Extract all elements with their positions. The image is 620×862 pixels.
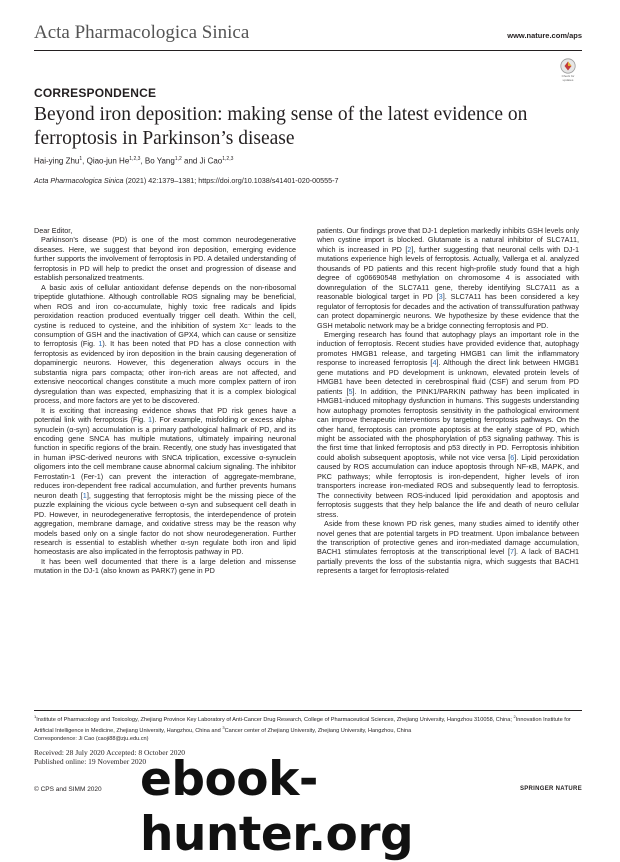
paragraph-text: It is exciting that increasing evidence shows that PD risk genes have a potential link with ferroptosis (Fig.	[34, 405, 296, 425]
copyright-notice: © CPS and SIMM 2020	[34, 786, 102, 793]
author-name: Ji Cao	[199, 156, 223, 166]
body-paragraph	[34, 235, 296, 282]
author-affiliation-number: 1,2	[174, 156, 182, 162]
body-paragraph	[34, 557, 296, 576]
crossmark-label: Check for updates	[561, 74, 575, 82]
author-name: Hai-ying Zhu	[34, 156, 80, 166]
body-paragraph	[317, 519, 579, 576]
reference-link[interactable]: 5	[348, 386, 353, 396]
paragraph-text: ). It has been noted that PD has a close connection with ferroptosis as evidenced by iron deposition in the brain causing degeneration of dopaminergic neurons. However, this degeneration always occurs in the substantia nigra pars compacta; other iron-rich areas are not affected, and extensive neocortical changes constitute a much more complex pattern of iron dysregulation than was expected, emphasizing that it is a complex biological process, and more factors are yet to be discovered.	[34, 339, 296, 406]
paragraph-text: Emerging research has found that autophagy plays an important role in the induction of ferroptosis. Recent studies have provided evidence that, autophagy promotes HMGB1 release, and targeting HMGB1 can limit the inflammatory response to increased ferroptosis [	[317, 329, 579, 368]
body-paragraph	[317, 330, 579, 519]
check-for-updates-badge[interactable]	[556, 58, 580, 86]
paragraph-text: patients. Our findings prove that DJ-1 depletion markedly inhibits GSH levels only when cystine import is blocked. Glutamate is a natural inhibitor of SLC7A11, which is increased in PD [	[317, 226, 579, 254]
received-accepted-date: Received: 28 July 2020 Accepted: 8 October 2020	[34, 748, 186, 757]
aff-number: 1	[34, 714, 37, 719]
reference-link[interactable]: 3	[438, 292, 443, 302]
paragraph-text: Dear Editor,	[34, 226, 73, 235]
body-column-left	[34, 226, 296, 576]
crossmark-icon	[560, 58, 576, 74]
affiliation-3: Cancer center of Zhejiang University, Zhejiang University, Hangzhou, China	[224, 728, 412, 735]
paragraph-text: ]. SLC7A11 has been considered a key regulator of ferroptosis for decades and the activation of transsulfuration pathway can protect dopaminergic neurons. We hypothesize by these evidence that the GSH metabolic network may be a bridge connecting ferroptosis and PD.	[317, 292, 579, 330]
author-separator: and	[181, 156, 200, 166]
watermark-text: ebook-hunter.org	[140, 752, 414, 862]
author-list	[34, 156, 233, 166]
paragraph-text: A basic axis of cellular antioxidant defense depends on the non-ribosomal tripeptide glutathione. Although controllable ROS signaling may be beneficial, when ROS and iron co-accumulate, highly toxic free radicals and lipids peroxidation reaction produced eventually trigger cell death. Within the cell, cystine is reduced to cysteine, and the inhibition of system Xc⁻ leads to the consumption of GSH and the inactivation of GPX4, which can cause or sensitize to ferroptosis (Fig.	[34, 282, 296, 349]
reference-link[interactable]: 2	[407, 244, 412, 254]
footnote-rule	[34, 710, 582, 711]
citation-line	[34, 176, 339, 185]
citation-details: (2021) 42:1379–1381; https://doi.org/10.1038/s41401-020-00555-7	[123, 176, 339, 185]
paragraph-text: ]. In addition, the PINK1/PARKIN pathway has been implicated in HMGB1-induced mitophagy dysfunction in humans. This suggests understanding how autophagy promotes ferroptosis sensitivity in the pathological environment can improve therapeutic interventions by targeting ferroptosis pathways. On the other hand, ferroptosis can promote apoptosis at the early stage of PD, which might be associated with the phosphorylation of p53 signaling pathway. This is the first time that linked ferroptosis and p53 directly in PD. Ferroptosis inhibition could abolish subsequent apoptosis, while not vice versa [	[317, 386, 579, 462]
author-separator: ,	[140, 156, 145, 166]
body-paragraph	[34, 226, 296, 235]
aff-number: 3	[222, 725, 225, 731]
reference-link[interactable]: 1	[82, 490, 87, 500]
aff-number: 2	[513, 714, 516, 719]
correspondence: Correspondence: Ji Cao (caoji88@zju.edu.cn)	[34, 735, 149, 742]
reference-link[interactable]: 7	[509, 547, 515, 557]
header-rule	[34, 50, 582, 51]
paragraph-text: Aside from these known PD risk genes, many studies aimed to identify other novel genes that are potential targets in PD treatment. Upon imbalance between the transcription of protective genes and iron-mediated damage accumulation, BACH1 stimulates ferroptosis at the transcriptional level [	[317, 519, 579, 557]
body-paragraph	[34, 283, 296, 406]
paragraph-text: ]. Lipid peroxidation caused by ROS accumulation can induce apoptosis through NF-κB, MAPK, and PKC pathways; while ferroptosis is iron-dependent, higher levels of iron transporters increase iron-mediated ROS and subsequently lead to ferroptosis. The connectivity between ROS-induced lipid peroxidation and apoptosis and ferroptosis suggests that they help balance the life and death of neuro cellular stress.	[317, 452, 579, 519]
affiliation-1: Institute of Pharmacology and Toxicology, Zhejiang Province Key Laboratory of Anti-Cancer Drug Research, College of Pharmaceutical Sciences, Zhejiang University, Hangzhou 310058, China;	[36, 716, 514, 723]
section-label: CORRESPONDENCE	[34, 86, 157, 100]
article-title: Beyond iron deposition: making sense of the latest evidence on ferroptosis in Parkinson’s disease	[34, 104, 528, 149]
affiliation-2: Innovation Institute for Artificial Intelligence in Medicine, Zhejiang University, Hangzhou, China and	[34, 716, 571, 735]
paragraph-text: ]. A lack of BACH1 partially prevents the loss of the substantia nigra, which suggests that BACH1 represents a target for ferroptosis-related	[317, 547, 579, 576]
publisher-logo: SPRINGER NATURE	[519, 786, 582, 792]
paragraph-text: ], further suggesting that neuronal cells with DJ-1 mutations experience high levels of ferroptosis. Actually, Vallerga et al. analyzed thousands of PD patients and this recent high-profile study found that a high degree of cg06690548 methylation on chromosome 4 is associated with downregulation of the SLC7A11 gene, thereby identifying SLC7A11 as a reasonable biological target in PD [	[317, 244, 579, 302]
reference-link[interactable]: 6	[510, 452, 515, 462]
author-affiliation-number: 1,2,3	[222, 156, 234, 162]
reference-link[interactable]: 4	[432, 358, 437, 368]
paragraph-text: It has been well documented that there is a large deletion and missense mutation in the DJ-1 (also known as PARK7) gene in PD	[34, 556, 296, 576]
citation-journal: Acta Pharmacologica Sinica	[34, 176, 124, 185]
author-name: Bo Yang	[144, 156, 175, 166]
body-paragraph	[317, 226, 579, 330]
affiliations-footnote	[34, 713, 582, 743]
journal-name: Acta Pharmacologica Sinica	[34, 22, 250, 43]
paragraph-text: ], suggesting that ferroptosis might be the missing piece of the puzzle explaining the vicious cycle between α-syn and subsequent cell death in PD. However, in neurodegenerative ferroptosis, the interdependence of protein aggregation, membrane damage, and oxidative stress may be the reason why models based only on a single factor do not show neurodegeneration. Further research is essential to establish whether α-syn regulate both iron and lipid homeostasis are also implicated in the ferroptosis pathway in PD.	[34, 490, 296, 557]
published-date: Published online: 19 November 2020	[34, 757, 147, 767]
paragraph-text: ). For example, misfolding or excess alpha-synuclein (α-syn) accumulation is a primary pathological hallmark of PD, and its encoding gene SNCA has multiple mutations, ultimately impairing neuronal function in specific regions of the brain. Recently, one study has investigated that in human iPSC-derived neurons with SNCA triplication, excessive α-synuclein oligomers into the cell membrane cause abnormal calcium signaling. The inhibitor Ferrostatin-1 (Fer-1) can prevent the interaction of aggregate-membrane, reduces iron-dependent free radical accumulation, and further prevents humans neuron death [	[34, 415, 296, 500]
author-separator: ,	[82, 156, 87, 166]
reference-link[interactable]: 1	[148, 415, 153, 425]
journal-url-link[interactable]: www.nature.com/aps	[507, 31, 582, 40]
paragraph-text: Parkinson’s disease (PD) is one of the most common neurodegenerative diseases. Here, we suggest that beyond iron deposition, emerging evidence further supports the involvement of ferroptosis in PD. A detailed understanding of ferroptosis in PD will help to predict the onset and progression of disease and establish personalized treatments.	[34, 235, 296, 283]
author-affiliation-number: 1,2,3	[129, 156, 141, 162]
author-affiliation-number: 1	[79, 156, 83, 162]
body-column-right	[317, 226, 579, 576]
author-name: Qiao-jun He	[86, 156, 130, 166]
paragraph-text: ]. Although the direct link between HMGB1 gene mutations and PD development is unknown, elevated protein levels of HMGB1 have been detected in cerebrospinal fluid (CSF) and serum from PD patients [	[317, 358, 579, 396]
reference-link[interactable]: 1	[98, 339, 103, 349]
body-paragraph	[34, 406, 296, 557]
